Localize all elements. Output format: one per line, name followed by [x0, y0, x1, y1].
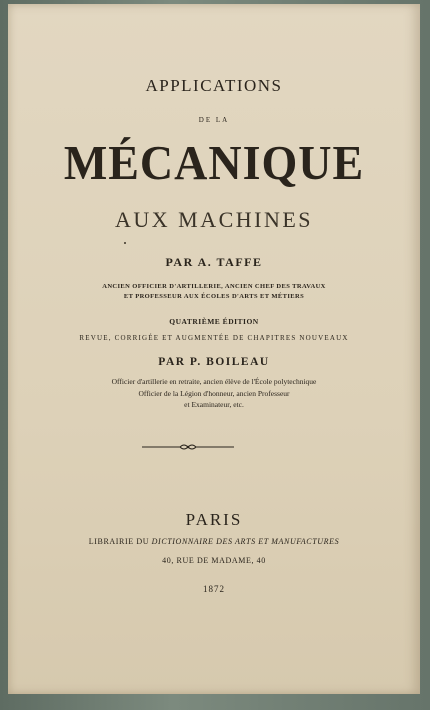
title-page: [8, 4, 420, 694]
editor-credentials-3: et Examinateur, etc.: [184, 400, 244, 409]
edition-line: QUATRIÈME ÉDITION: [169, 317, 259, 326]
author-line: PAR A. TAFFE: [165, 255, 263, 269]
title-line-de-la: DE LA: [198, 116, 230, 124]
ornamental-rule-icon: [140, 442, 236, 452]
editor-credentials-1: Officier d'artillerie en retraite, ancien élève de l'École polytechnique: [111, 377, 317, 386]
revision-line: REVUE, CORRIGÉE ET AUGMENTÉE DE CHAPITRES NOUVEAUX: [79, 334, 349, 342]
publisher-name: DICTIONNAIRE DES ARTS ET MANUFACTURES: [151, 537, 340, 546]
main-title: MÉCANIQUE: [63, 135, 365, 190]
editor-line: PAR P. BOILEAU: [158, 356, 270, 368]
author-credentials-2: ET PROFESSEUR AUX ÉCOLES D'ARTS ET MÉTIERS: [123, 293, 305, 300]
author-credentials-1: ANCIEN OFFICIER D'ARTILLERIE, ANCIEN CHEF DES TRAVAUX: [102, 283, 326, 290]
imprint-address: 40, RUE DE MADAME, 40: [162, 556, 266, 565]
imprint-year: 1872: [203, 584, 225, 594]
publisher-prefix: LIBRAIRIE DU: [88, 537, 152, 546]
imprint-publisher: [8, 537, 420, 546]
subtitle-aux-machines: AUX MACHINES: [114, 207, 314, 232]
editor-credentials-2: Officier de la Légion d'honneur, ancien Professeur: [138, 389, 290, 398]
title-line-applications: APPLICATIONS: [145, 76, 283, 95]
imprint-city: PARIS: [185, 510, 243, 529]
ink-speck: [124, 242, 126, 244]
